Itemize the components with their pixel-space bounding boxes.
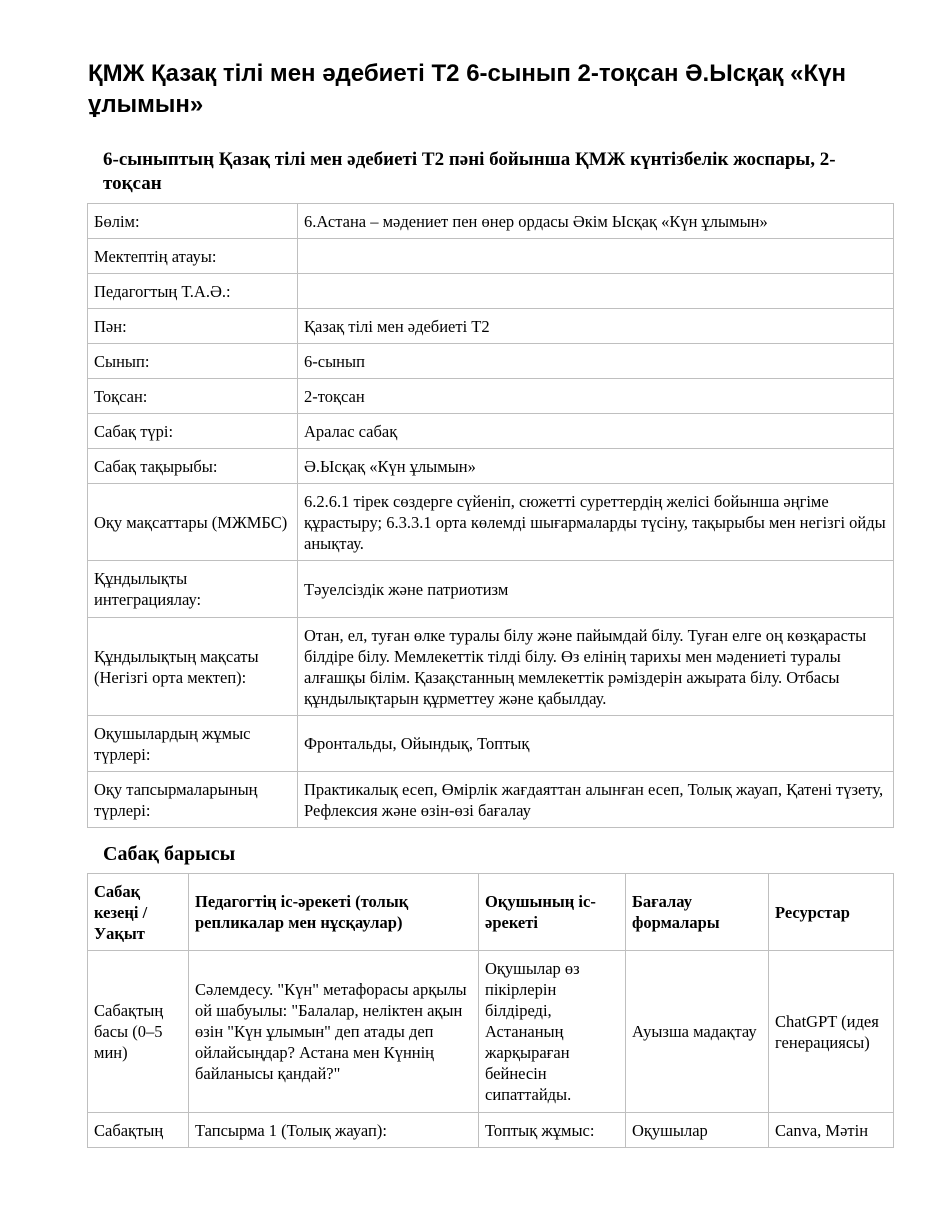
info-value: Ә.Ысқақ «Күн ұлымын»: [298, 449, 894, 484]
lesson-header-row: [88, 874, 894, 951]
info-row: [88, 449, 894, 484]
info-label: Оқу мақсаттары (МЖМБС): [88, 484, 298, 561]
info-row: [88, 561, 894, 618]
lesson-table: [87, 873, 894, 1148]
teacher-activity-cell: Сәлемдесу. "Күн" метафорасы арқылы ой шабуылы: "Балалар, неліктен ақын өзін "Күн ұлымын" деп атады деп ойлайсыңдар? Астана мен Күннің байланысы қандай?": [189, 951, 479, 1113]
info-label: Пән:: [88, 309, 298, 344]
document-title: ҚМЖ Қазақ тілі мен әдебиеті Т2 6-сынып 2-тоқсан Ә.Ысқақ «Күн ұлымын»: [88, 60, 846, 118]
info-label: Тоқсан:: [88, 379, 298, 414]
info-table: [87, 203, 894, 828]
info-value: Тәуелсіздік және патриотизм: [298, 561, 894, 618]
lesson-table-body: [88, 951, 894, 1148]
header-stage: Сабақ кезеңі / Уақыт: [88, 874, 189, 951]
header-teacher-activity: Педагогтің іс-әрекеті (толық репликалар мен нұсқаулар): [189, 874, 479, 951]
info-label: Оқу тапсырмаларының түрлері:: [88, 772, 298, 828]
info-row: [88, 379, 894, 414]
info-label: Бөлім:: [88, 204, 298, 239]
header-student-activity: Оқушының іс-әрекеті: [479, 874, 626, 951]
info-label: Сынып:: [88, 344, 298, 379]
info-table-body: [88, 204, 894, 828]
resources-cell: Canva, Мәтін: [769, 1113, 894, 1148]
info-label: Сабақ түрі:: [88, 414, 298, 449]
info-value: 6.2.6.1 тірек сөздерге сүйеніп, сюжетті суреттердің желісі бойынша әңгіме құрастыру; 6.3.3.1 орта көлемді шығармаларды түсіну, тақырыбы мен негізгі ойды анықтау.: [298, 484, 894, 561]
info-value: Отан, ел, туған өлке туралы білу және пайымдай білу. Туған елге оң көзқарасты білдіре білу. Мемлекеттік тілді білу. Өз елінің тарихы мен мәдениеті туралы алғашқы білім. Қазақстанның мемлекеттік рәміздерін ажырата білу. Отбасы құндылықтарын құрметтеу және қабылдау.: [298, 618, 894, 716]
student-activity-cell: Топтық жұмыс:: [479, 1113, 626, 1148]
stage-cell: Сабақтың: [88, 1113, 189, 1148]
info-label: Педагогтың Т.А.Ә.:: [88, 274, 298, 309]
lesson-row: [88, 951, 894, 1113]
info-label: Мектептің атауы:: [88, 239, 298, 274]
info-value: [298, 274, 894, 309]
info-row: [88, 618, 894, 716]
stage-cell: Сабақтың басы (0–5 мин): [88, 951, 189, 1113]
info-value: Аралас сабақ: [298, 414, 894, 449]
info-value: [298, 239, 894, 274]
info-value: Фронтальды, Ойындық, Топтық: [298, 716, 894, 772]
info-row: [88, 716, 894, 772]
info-value: 6.Астана – мәдениет пен өнер ордасы Әкім Ысқақ «Күн ұлымын»: [298, 204, 894, 239]
lesson-heading: Сабақ барысы: [103, 843, 236, 865]
info-row: [88, 204, 894, 239]
info-row: [88, 772, 894, 828]
info-row: [88, 309, 894, 344]
lesson-row: [88, 1113, 894, 1148]
student-activity-cell: Оқушылар өз пікірлерін білдіреді, Астананың жарқыраған бейнесін сипаттайды.: [479, 951, 626, 1113]
header-resources: Ресурстар: [769, 874, 894, 951]
info-row: [88, 414, 894, 449]
info-row: [88, 484, 894, 561]
info-value: 2-тоқсан: [298, 379, 894, 414]
info-row: [88, 274, 894, 309]
info-label: Оқушылардың жұмыс түрлері:: [88, 716, 298, 772]
assessment-cell: Ауызша мадақтау: [626, 951, 769, 1113]
info-value: 6-сынып: [298, 344, 894, 379]
assessment-cell: Оқушылар: [626, 1113, 769, 1148]
plan-subtitle: 6-сыныптың Қазақ тілі мен әдебиеті Т2 пәні бойынша ҚМЖ күнтізбелік жоспары, 2-тоқсан: [103, 149, 836, 194]
info-label: Сабақ тақырыбы:: [88, 449, 298, 484]
info-row: [88, 239, 894, 274]
resources-cell: ChatGPT (идея генерациясы): [769, 951, 894, 1113]
info-label: Құндылықтың мақсаты (Негізгі орта мектеп):: [88, 618, 298, 716]
info-value: Практикалық есеп, Өмірлік жағдаяттан алынған есеп, Толық жауап, Қатені түзету, Рефлексия және өзін-өзі бағалау: [298, 772, 894, 828]
info-value: Қазақ тілі мен әдебиеті Т2: [298, 309, 894, 344]
teacher-activity-cell: Тапсырма 1 (Толық жауап):: [189, 1113, 479, 1148]
info-row: [88, 344, 894, 379]
info-label: Құндылықты интеграциялау:: [88, 561, 298, 618]
header-assessment: Бағалау формалары: [626, 874, 769, 951]
